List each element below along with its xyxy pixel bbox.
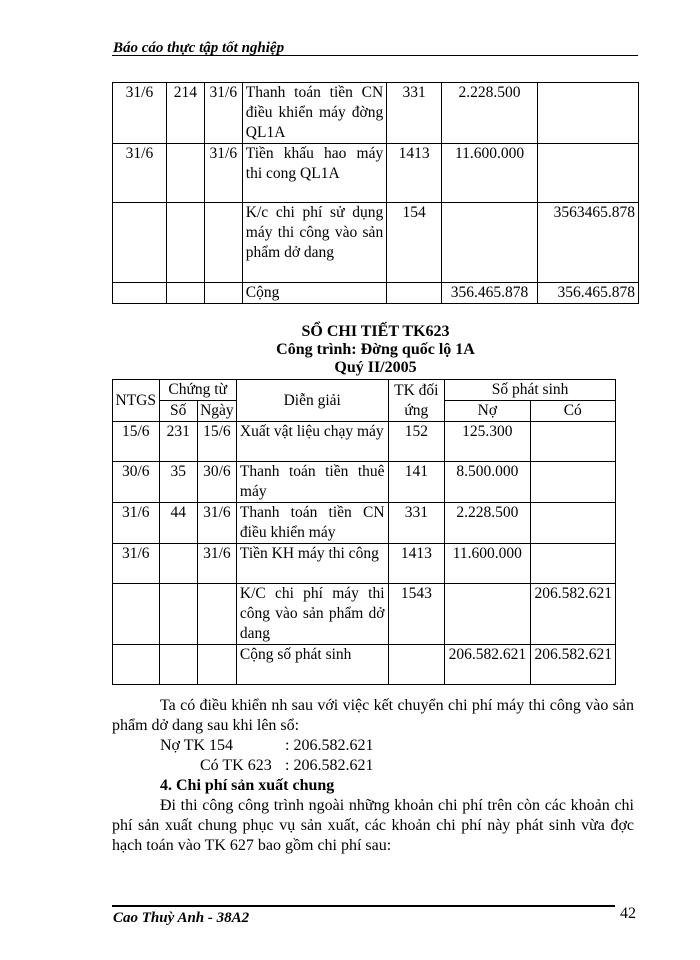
cell-dien-giai: Tiền khấu hao máy thi cong QL1A — [242, 144, 386, 203]
cell-co: 356.465.878 — [538, 283, 639, 304]
paragraph-general-costs: Đi thi công công trình ngoài những khoản chi phí trên còn các khoản chi phí sản xuất chung phục vụ sản xuất, các khoản chi phí này phát sinh vừa đợc hạch toán vào TK 627 bao gồm chi phí sau: — [112, 797, 634, 854]
header-so-phat-sinh: Số phát sinh — [445, 380, 616, 401]
section-period: Quý II/2005 — [334, 359, 417, 376]
cell-no: 2.228.500 — [445, 503, 530, 544]
header-dien-giai: Diễn giải — [236, 380, 388, 422]
entry-debit-value: : 206.582.621 — [285, 737, 374, 754]
cell-no: 8.500.000 — [445, 462, 530, 503]
cell-ntgs — [113, 283, 167, 304]
cell-ngay — [204, 283, 242, 304]
cell-dien-giai: Tiền KH máy thi công — [236, 544, 388, 584]
cell-ngay: 31/6 — [197, 503, 236, 544]
table-row — [113, 203, 639, 283]
cell-dien-giai: Thanh toán tiền CN điều khiển máy — [236, 503, 388, 544]
heading-general-production-costs: 4. Chi phí sản xuất chung — [160, 777, 335, 794]
cell-ngay — [197, 584, 236, 645]
page-header-title: Báo cáo thực tập tốt nghiệp — [113, 40, 285, 56]
cell-so — [159, 645, 197, 685]
table-row — [113, 584, 616, 645]
cell-tk: 331 — [388, 503, 445, 544]
cell-tk: 152 — [388, 422, 445, 462]
cell-ntgs: 31/6 — [113, 503, 160, 544]
cell-tk: 1543 — [388, 584, 445, 645]
header-rule — [112, 55, 638, 56]
header-chung-tu: Chứng từ — [159, 380, 236, 401]
section-title: SỔ CHI TIẾT TK623 — [301, 323, 450, 340]
cell-no: 11.600.000 — [445, 544, 530, 584]
page-number: 42 — [620, 905, 636, 922]
cell-co: 3563465.878 — [538, 203, 639, 283]
cell-ntgs — [113, 203, 167, 283]
cell-no — [442, 203, 538, 283]
table-row — [113, 503, 616, 544]
cell-co: 206.582.621 — [530, 645, 615, 685]
cell-dien-giai: Thanh toán tiền thuê máy — [236, 462, 388, 503]
cell-ntgs: 31/6 — [113, 544, 160, 584]
cell-co — [538, 83, 639, 144]
table-row — [113, 144, 639, 203]
cell-co — [538, 144, 639, 203]
cell-co — [530, 422, 615, 462]
header-no: Nợ — [445, 401, 530, 422]
header-ntgs: NTGS — [113, 380, 160, 422]
cell-ngay: 31/6 — [197, 544, 236, 584]
cell-no: 356.465.878 — [442, 283, 538, 304]
table-row — [113, 422, 616, 462]
cell-dien-giai: K/c chi phí sử dụng máy thi công vào sản phẩm dở dang — [242, 203, 386, 283]
entry-debit-label: Nợ TK 154 — [160, 737, 234, 754]
cell-ngay: 31/6 — [204, 83, 242, 144]
cell-ngay: 15/6 — [197, 422, 236, 462]
cell-dien-giai: Xuất vật liệu chạy máy — [236, 422, 388, 462]
cell-dien-giai: Cộng số phát sinh — [236, 645, 388, 685]
cell-so — [159, 544, 197, 584]
ledger-table-continuation — [112, 82, 639, 304]
table-row — [113, 645, 616, 685]
cell-so — [166, 144, 204, 203]
cell-no — [445, 584, 530, 645]
cell-so — [166, 203, 204, 283]
cell-ntgs — [113, 645, 160, 685]
cell-tk: 1413 — [387, 144, 442, 203]
cell-dien-giai: Cộng — [242, 283, 386, 304]
cell-no: 125.300 — [445, 422, 530, 462]
cell-tk: 1413 — [388, 544, 445, 584]
cell-ngay: 31/6 — [204, 144, 242, 203]
header-ngay: Ngày — [197, 401, 236, 422]
table-row — [113, 283, 639, 304]
cell-ngay — [204, 203, 242, 283]
cell-co — [530, 462, 615, 503]
header-co: Có — [530, 401, 615, 422]
cell-so — [166, 283, 204, 304]
cell-ntgs — [113, 584, 160, 645]
cell-dien-giai: Thanh toán tiền CN điều khiển máy đờng QL1A — [242, 83, 386, 144]
tk623-detail-table — [112, 379, 616, 685]
table-row — [113, 544, 616, 584]
cell-co — [530, 503, 615, 544]
cell-ntgs: 31/6 — [113, 144, 167, 203]
cell-ntgs: 15/6 — [113, 422, 160, 462]
cell-tk — [387, 283, 442, 304]
entry-credit-label: Có TK 623 — [200, 757, 272, 774]
section-subtitle: Công trình: Đờng quốc lộ 1A — [276, 341, 475, 358]
paragraph-transfer-note: Ta có điều khiển nh sau với việc kết chuyển chi phí máy thi công vào sản phẩm dở dang sau khi lên sổ: — [112, 697, 634, 734]
cell-so: 35 — [159, 462, 197, 503]
cell-tk: 331 — [387, 83, 442, 144]
header-so: Số — [159, 401, 197, 422]
cell-no: 206.582.621 — [445, 645, 530, 685]
cell-ntgs: 30/6 — [113, 462, 160, 503]
cell-dien-giai: K/C chi phí máy thi công vào sản phẩm dở dang — [236, 584, 388, 645]
cell-so: 231 — [159, 422, 197, 462]
cell-tk — [388, 645, 445, 685]
header-tk-doi-ung: TK đối ứng — [388, 380, 445, 422]
cell-no: 11.600.000 — [442, 144, 538, 203]
cell-tk: 141 — [388, 462, 445, 503]
cell-co — [530, 544, 615, 584]
cell-so: 44 — [159, 503, 197, 544]
entry-credit-value: : 206.582.621 — [285, 757, 374, 774]
cell-ngay: 30/6 — [197, 462, 236, 503]
cell-so — [159, 584, 197, 645]
footer-rule — [112, 905, 615, 907]
table-row — [113, 83, 639, 144]
cell-ngay — [197, 645, 236, 685]
table-row — [113, 462, 616, 503]
cell-so: 214 — [166, 83, 204, 144]
cell-co: 206.582.621 — [530, 584, 615, 645]
cell-ntgs: 31/6 — [113, 83, 167, 144]
cell-no: 2.228.500 — [442, 83, 538, 144]
footer-author: Cao Thuỳ Anh - 38A2 — [113, 910, 250, 926]
cell-tk: 154 — [387, 203, 442, 283]
